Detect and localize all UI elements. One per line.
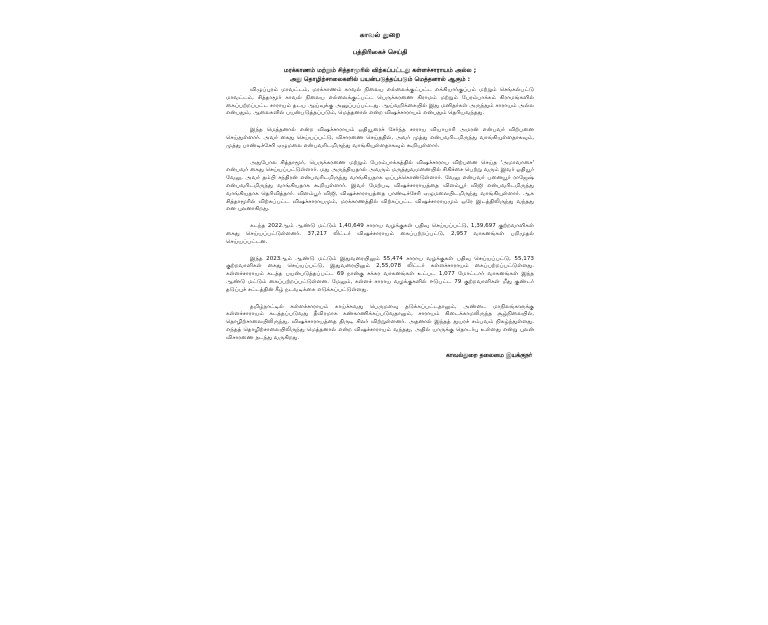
paragraph-6: தமிழ்நாட்டில் கள்ளச்சாராயம் காய்ச்சுவது பெருமளவு தடுக்கப்பட்டதாலும், அண்டை மாநிலங்களுக்கு கள்ளச்சாராயம் கடத்தப்படுவது தீவிரமாக கண்காணிக்கப்படுவதாலும், சாராயம் கிடைக்காமலிருந்த சூழ்நிலையில், தொழிற்சாலையிலிருந்து, விஷச்சாராயத்தை திருடி சிலர் விற்றுள்ளனர். அதனால் இந்தத் துயரச் சம்பவம் நிகழ்ந்துள்ளது. எந்தத் தொழிற்சாலையிலிருந்து மெத்தனால் என்ற விஷச்சாராயம் வந்தது, அதில் யாருக்கு தொடர்பு உள்ளது என்று புலன் விசாரணை நடந்து வருகிறது. bbox=[226, 303, 534, 341]
press-release-label: பத்திரிகைச் செய்தி bbox=[352, 48, 408, 56]
signature: காவல்துறை தலைமை இயக்குநர் bbox=[446, 352, 532, 359]
headline bbox=[226, 67, 534, 84]
paragraph-4: கடந்த 2022ஆம் ஆண்டு மட்டும் 1,40,649 சாராய வழக்குகள் பதிவு செய்யப்பட்டு, 1,39,697 குற்றவாளிகள் கைது செய்யப்பட்டுள்ளனர். 37,217 லிட்டர் விஷச்சாராயம் கைப்பற்றப்பட்டு, 2,957 வாகனங்கள் பறிமுதல் செய்யப்பட்டன. bbox=[226, 223, 534, 245]
press-release-document bbox=[226, 30, 534, 360]
headline-line-2: அது தொழிற்சாலைகளில் பயன்படுத்தப்படும் மெத்தனால் ஆகும் : bbox=[289, 75, 471, 83]
headline-line-1: மரக்காணம் மற்றும் சித்தாமூரில் விற்கப்பட்டது கள்ளச்சாராயம் அல்ல ; bbox=[283, 67, 477, 74]
paragraph-3: அதுபோல சித்தாமூர், பெருக்கரணை மற்றும் பேரம்பாக்கத்தில் விஷச்சாராய விற்பனை செய்த 'அமாவாசை' என்பவர் கைது செய்யப்பட்டுள்ளார். மது அருந்தியதால் அவரும் மருத்துவமனையில் சிகிச்சை பெற்று வரும் இவர் ஓதியூர் வேலு, அவர் தம்பி சந்திரன் என்பவரிடமிருந்து வாங்கியதாக ஒப்புக்கொண்டுள்ளார். வேலு என்பவர் பனையூர் ராஜேஷ் என்பவரிடமிருந்து வாங்கியதாக கூறியுள்ளார். இவர் மேற்படி விஷச்சாராயத்தை விளம்பூர் விஜி என்பவரிடமிருந்து வாங்கியதாக தெரிவித்தார். விளம்பூர் விஜி, விஷச்சாராயத்தை பாண்டிச்சேரி ஏழுமலையிடமிருந்து வாங்கியுள்ளார். ஆக சித்தாமூரில் விற்கப்பட்ட விஷச்சாராயமும், மரக்காணத்தில் விற்கப்பட்ட விஷச்சாராயமும் ஒரே இடத்திலிருந்து வந்தது என புலனாகிறது. bbox=[226, 159, 534, 213]
body-text bbox=[226, 87, 534, 343]
paragraph-2: இந்த மெத்தனால் என்ற விஷச்சாராயம் ஒதியூரைச் சேர்ந்த சாராய வியாபாரி அமரன் என்பவர் விற்பனை செய்துள்ளார். அவர் கைது செய்யப்பட்டு, விசாரணை செய்ததில், அவர் முத்து என்பவரிடமிருந்து வாங்கியுள்ளதாகவும், முத்து பாண்டிச்சேரி ஏழுமலை என்பவரிடமிருந்து வாங்கியுள்ளதாகவும் கூறியுள்ளார். bbox=[226, 127, 534, 149]
paragraph-1: விழுப்புரம் மாவட்டம், மரக்காணம் காவல் நிலைய எல்லைக்குட்பட்ட எக்கியார்குப்பம் மற்றும் செங்கல்பட்டு மாவட்டம், சித்தாமூர் காவல் நிலைய எல்லைக்குட்பட்ட பெருக்கரணை கிராமம் மற்றும் பேரம்பாக்கம் கிராமங்களில் கைப்பற்றப்பட்ட சாராயம் தடய ஆய்வுக்கு அனுப்பப்பட்டது. ஆய்வறிக்கையில் இது மனிதர்கள் அருந்தும் சாராயம் அல்ல என்பதும், ஆலைகளில் பயன்படுத்தப்படும், மெத்தனால் என்ற விஷச்சாராயம் என்பதும் தெரியவந்தது. bbox=[226, 87, 534, 117]
paragraph-5: இந்த 2023ஆம் ஆண்டு மட்டும் இதுவரையிலும் 55,474 சாராய வழக்குகள் பதிவு செய்யப்பட்டு, 55,173 குற்றவாளிகள் கைது செய்யப்பட்டு, இதுவரையிலும் 2,55,078 லிட்டர் கள்ளச்சாராயம் கைப்பற்றப்பட்டுள்ளது. கள்ளச்சாராயம் கடத்த பயன்படுத்தப்பட்ட 69 நான்கு சக்கர வாகனங்கள் உட்பட 1,077 மோட்டார் வாகனங்கள் இந்த ஆண்டு மட்டும் கைப்பற்றப்பட்டுள்ளன. மேலும், கள்ளச் சாராய வழக்குகளில் ஈடுபட்ட 79 குற்றவாளிகள் மீது குண்டர் தடுப்புச் சட்டத்தின் கீழ் நடவடிக்கை எடுக்கப்பட்டுள்ளது. bbox=[226, 255, 534, 293]
department-title: காவல் துறை bbox=[359, 31, 401, 39]
